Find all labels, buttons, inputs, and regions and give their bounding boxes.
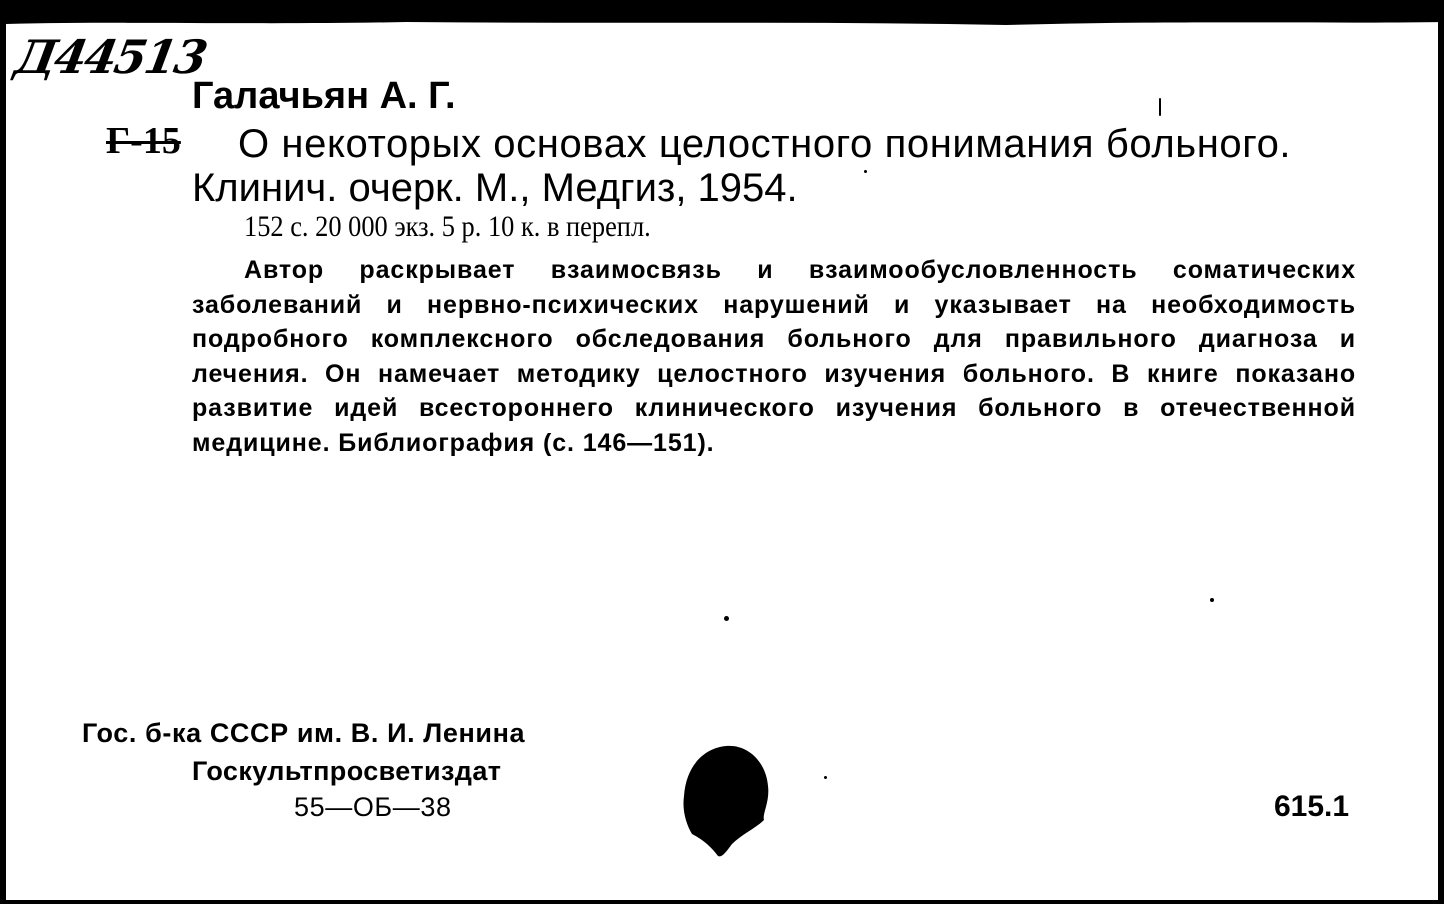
punch-hole: [682, 744, 772, 860]
card-print-number: 55—ОБ—38: [294, 792, 452, 822]
ink-speck: [1210, 598, 1214, 602]
ink-speck: [724, 616, 729, 621]
author-heading: Галачьян А. Г.: [192, 75, 456, 117]
book-title-line-1: О некоторых основах целостного понимания больного.: [238, 122, 1292, 166]
classification-code: 615.1: [1274, 790, 1350, 823]
annotation-paragraph: Автор раскрывает взаимосвязь и взаимообусловленность соматических заболеваний и нервно-психических нарушений и указывает на необходимость подробного комплексного обследования больного для правильного диагноза и лечения. Он намечает методику целостного изучения больного. В книге показано развитие идей всестороннего клинического изучения больного в отечественной медицине. Библиография (с. 146—151).: [192, 256, 1356, 457]
ink-speck: [864, 170, 867, 173]
top-edge-scan-noise: [6, 12, 1444, 26]
book-title-line-2: Клинич. очерк. М., Медгиз, 1954.: [192, 166, 798, 210]
library-name: Гос. б-ка СССР им. В. И. Ленина: [82, 718, 526, 748]
handwritten-inventory-number: Д44513: [11, 30, 210, 84]
card-publisher: Госкультпросветиздат: [192, 756, 502, 786]
ink-speck: [1159, 98, 1161, 116]
ink-speck: [824, 776, 827, 779]
shelfmark-code: Г-15: [106, 120, 181, 162]
physical-description: 152 с. 20 000 экз. 5 р. 10 к. в перепл.: [244, 210, 651, 243]
